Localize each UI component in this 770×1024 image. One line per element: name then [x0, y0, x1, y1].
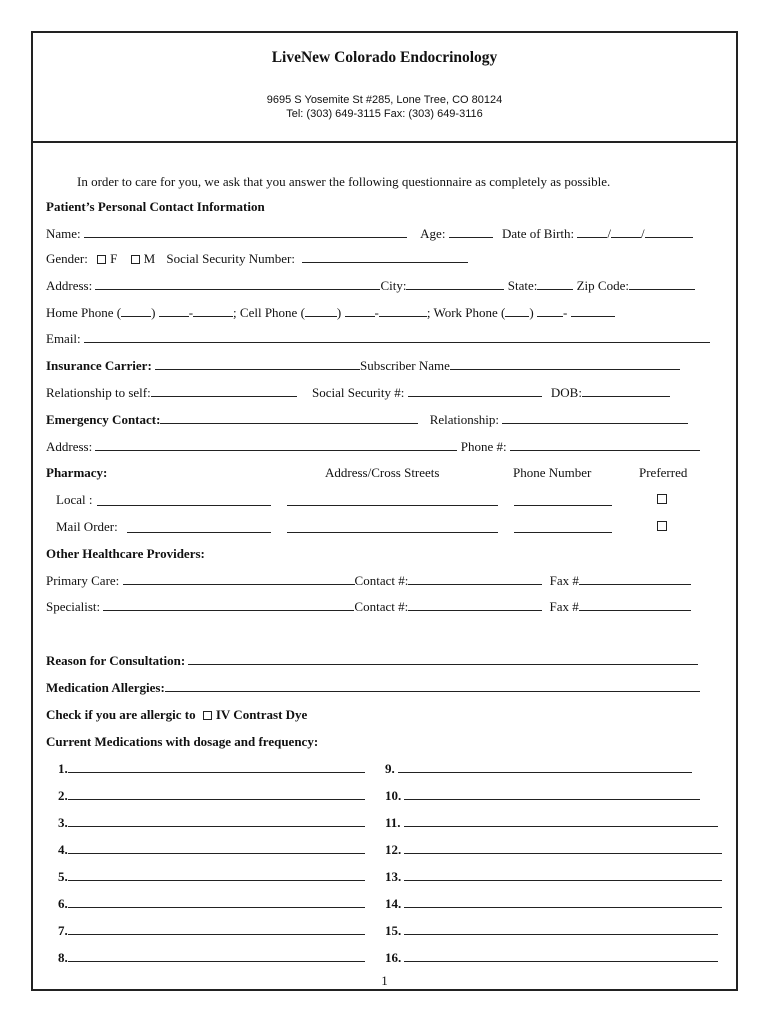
- medication-field[interactable]: [68, 896, 365, 908]
- clinic-phone-fax: Tel: (303) 649-3115 Fax: (303) 649-3116: [286, 108, 483, 120]
- male-checkbox[interactable]: [131, 255, 140, 264]
- emergency-address-label: Address:: [46, 439, 93, 454]
- medication-number: 6.: [58, 896, 68, 911]
- primary-contact-label: Contact #:: [354, 573, 409, 588]
- medication-item: [385, 896, 722, 912]
- contrast-dye-label: IV Contrast Dye: [215, 707, 308, 722]
- gender-label: Gender:: [46, 251, 88, 266]
- emergency-phone-field[interactable]: [510, 439, 700, 451]
- name-row: Name: Age: Date of Birth: / /: [46, 226, 693, 242]
- insurance-carrier-field[interactable]: [155, 358, 360, 370]
- letterhead: [33, 33, 736, 143]
- cell-area-field[interactable]: [305, 305, 337, 317]
- contrast-row: [46, 707, 307, 723]
- female-checkbox[interactable]: [97, 255, 106, 264]
- dob-day-field[interactable]: [611, 226, 641, 238]
- insurance-carrier-label: Insurance Carrier:: [46, 358, 152, 373]
- name-label: Name:: [46, 226, 81, 241]
- primary-fax-field[interactable]: [579, 573, 691, 585]
- work-prefix-field[interactable]: [537, 305, 563, 317]
- medication-number: 15.: [385, 923, 402, 938]
- medication-number: 5.: [58, 869, 68, 884]
- emergency-relationship-label: Relationship:: [429, 412, 500, 427]
- clinic-contact: [33, 93, 736, 121]
- medication-item: [58, 869, 365, 885]
- relationship-self-field[interactable]: [151, 385, 297, 397]
- medication-field[interactable]: [404, 896, 722, 908]
- age-field[interactable]: [449, 226, 493, 238]
- form-page: [31, 31, 738, 991]
- local-pharmacy-address-field[interactable]: [287, 505, 498, 506]
- medication-number: 4.: [58, 842, 68, 857]
- medication-item: [385, 869, 722, 885]
- emergency-address-row: [46, 439, 700, 455]
- medications-heading: Current Medications with dosage and frequency:: [46, 734, 319, 749]
- personal-heading: Patient’s Personal Contact Information: [46, 199, 265, 214]
- home-phone-label: Home Phone (: [46, 305, 122, 320]
- subscriber-label: Subscriber Name: [360, 358, 450, 373]
- primary-care-field[interactable]: [123, 573, 355, 585]
- page-number: 1: [381, 973, 388, 988]
- primary-fax-label: Fax #: [549, 573, 579, 588]
- pharmacy-heading: Pharmacy:: [46, 465, 108, 480]
- address-row: [46, 278, 695, 294]
- insurance-row: [46, 358, 680, 374]
- medication-field[interactable]: [404, 788, 700, 800]
- home-line-field[interactable]: [193, 305, 233, 317]
- reason-label: Reason for Consultation:: [46, 653, 186, 668]
- clinic-address: 9695 S Yosemite St #285, Lone Tree, CO 80124: [266, 94, 503, 106]
- medication-field[interactable]: [404, 869, 722, 881]
- medication-number: 8.: [58, 950, 68, 965]
- allergies-row: [46, 680, 700, 696]
- email-label: Email:: [46, 331, 81, 346]
- specialist-fax-label: Fax #: [549, 599, 579, 614]
- medication-field[interactable]: [398, 761, 692, 773]
- specialist-contact-field[interactable]: [408, 599, 542, 611]
- medication-field[interactable]: [68, 869, 365, 881]
- local-pharmacy-name-field[interactable]: [97, 505, 271, 506]
- medication-item: [58, 950, 365, 966]
- medication-field[interactable]: [68, 950, 365, 962]
- cell-phone-label: ; Cell Phone (: [233, 305, 305, 320]
- medication-number: 7.: [58, 923, 68, 938]
- local-pharmacy-phone-field[interactable]: [514, 505, 612, 506]
- reason-field[interactable]: [188, 653, 698, 665]
- medication-item: [58, 761, 365, 777]
- medication-field[interactable]: [68, 788, 365, 800]
- medication-item: [385, 842, 722, 858]
- medication-field[interactable]: [68, 923, 365, 935]
- medication-number: 16.: [385, 950, 402, 965]
- pharmacy-col-phone: Phone Number: [513, 465, 592, 480]
- city-label: City:: [380, 278, 407, 293]
- work-area-field[interactable]: [505, 305, 529, 317]
- allergies-field[interactable]: [165, 680, 700, 692]
- medication-number: 2.: [58, 788, 68, 803]
- subscriber-field[interactable]: [450, 358, 680, 370]
- mail-pharmacy-phone-field[interactable]: [514, 532, 612, 533]
- medication-item: [385, 788, 700, 804]
- medication-item: [385, 950, 718, 966]
- address-label: Address:: [46, 278, 93, 293]
- specialist-row: [46, 599, 691, 615]
- medication-item: [58, 923, 365, 939]
- emergency-contact-field[interactable]: [160, 412, 418, 424]
- medication-item: [58, 896, 365, 912]
- clinic-name: LiveNew Colorado Endocrinology: [271, 49, 498, 66]
- dob-label: Date of Birth:: [501, 226, 575, 241]
- ssn-field[interactable]: [302, 251, 468, 263]
- primary-care-row: [46, 573, 691, 589]
- phone-row: Home Phone ( ) - ; Cell Phone ( ) - ; Work Phone ( ) -: [46, 305, 615, 321]
- zip-label: Zip Code:: [576, 278, 629, 293]
- medication-number: 1.: [58, 761, 68, 776]
- medication-field[interactable]: [404, 950, 718, 962]
- medication-field[interactable]: [404, 842, 722, 854]
- medication-item: [385, 815, 718, 831]
- emergency-phone-label: Phone #:: [460, 439, 507, 454]
- zip-field[interactable]: [629, 278, 695, 290]
- specialist-fax-field[interactable]: [579, 599, 691, 611]
- primary-contact-field[interactable]: [408, 573, 542, 585]
- home-area-field[interactable]: [121, 305, 151, 317]
- home-prefix-field[interactable]: [159, 305, 189, 317]
- pharmacy-col-address: Address/Cross Streets: [325, 465, 440, 480]
- medication-item: [58, 842, 365, 858]
- specialist-contact-label: Contact #:: [354, 599, 409, 614]
- cell-line-field[interactable]: [379, 305, 427, 317]
- mail-pharmacy-address-field[interactable]: [287, 532, 498, 533]
- medication-number: 12.: [385, 842, 402, 857]
- insured-ssn-field[interactable]: [408, 385, 542, 397]
- medication-field[interactable]: [68, 815, 365, 827]
- gender-row: [46, 251, 468, 267]
- state-label: State:: [507, 278, 538, 293]
- dob-month-field[interactable]: [577, 226, 607, 238]
- medication-field[interactable]: [404, 923, 718, 935]
- emergency-contact-label: Emergency Contact:: [46, 412, 161, 427]
- emergency-address-field[interactable]: [95, 439, 457, 451]
- name-field[interactable]: [84, 226, 407, 238]
- pharmacy-col-preferred: Preferred: [639, 465, 688, 480]
- reason-row: [46, 653, 698, 669]
- insured-dob-label: DOB:: [550, 385, 582, 400]
- medication-field[interactable]: [404, 815, 718, 827]
- address-field[interactable]: [95, 278, 380, 290]
- local-pharmacy-label: Local :: [56, 492, 93, 507]
- medication-field[interactable]: [68, 761, 365, 773]
- intro-text: In order to care for you, we ask that you answer the following questionnaire as completely as possible.: [77, 174, 611, 189]
- contrast-dye-checkbox[interactable]: [203, 711, 212, 720]
- state-field[interactable]: [537, 278, 573, 290]
- medication-number: 11.: [385, 815, 401, 830]
- mail-pharmacy-name-field[interactable]: [127, 532, 271, 533]
- medication-number: 3.: [58, 815, 68, 830]
- medication-item: [58, 815, 365, 831]
- medication-item: [385, 923, 718, 939]
- ssn-label: Social Security Number:: [166, 251, 295, 266]
- insured-ssn-label: Social Security #:: [311, 385, 405, 400]
- medication-number: 13.: [385, 869, 402, 884]
- male-label: M: [143, 251, 156, 266]
- contrast-label: Check if you are allergic to: [46, 707, 196, 722]
- dob-year-field[interactable]: [645, 226, 693, 238]
- medication-field[interactable]: [68, 842, 365, 854]
- city-field[interactable]: [406, 278, 504, 290]
- allergies-label: Medication Allergies:: [46, 680, 165, 695]
- primary-care-label: Primary Care:: [46, 573, 120, 588]
- mail-preferred-checkbox[interactable]: [657, 521, 667, 531]
- female-label: F: [110, 251, 118, 266]
- medication-number: 10.: [385, 788, 402, 803]
- mail-pharmacy-label: Mail Order:: [56, 519, 118, 534]
- local-preferred-checkbox[interactable]: [657, 494, 667, 504]
- providers-heading: Other Healthcare Providers:: [46, 546, 205, 561]
- medication-item: [58, 788, 365, 804]
- specialist-label: Specialist:: [46, 599, 101, 614]
- insured-relationship-row: [46, 385, 670, 401]
- email-field[interactable]: [84, 331, 710, 343]
- cell-prefix-field[interactable]: [345, 305, 375, 317]
- work-line-field[interactable]: [571, 305, 615, 317]
- medication-number: 14.: [385, 896, 402, 911]
- emergency-row: [46, 412, 688, 428]
- specialist-field[interactable]: [103, 599, 354, 611]
- work-phone-label: ; Work Phone (: [426, 305, 506, 320]
- age-label: Age:: [420, 226, 446, 241]
- medication-item: [385, 761, 692, 777]
- relationship-self-label: Relationship to self:: [46, 385, 151, 400]
- insured-dob-field[interactable]: [582, 385, 670, 397]
- email-row: [46, 331, 710, 347]
- medication-number: 9.: [385, 761, 395, 776]
- emergency-relationship-field[interactable]: [502, 412, 688, 424]
